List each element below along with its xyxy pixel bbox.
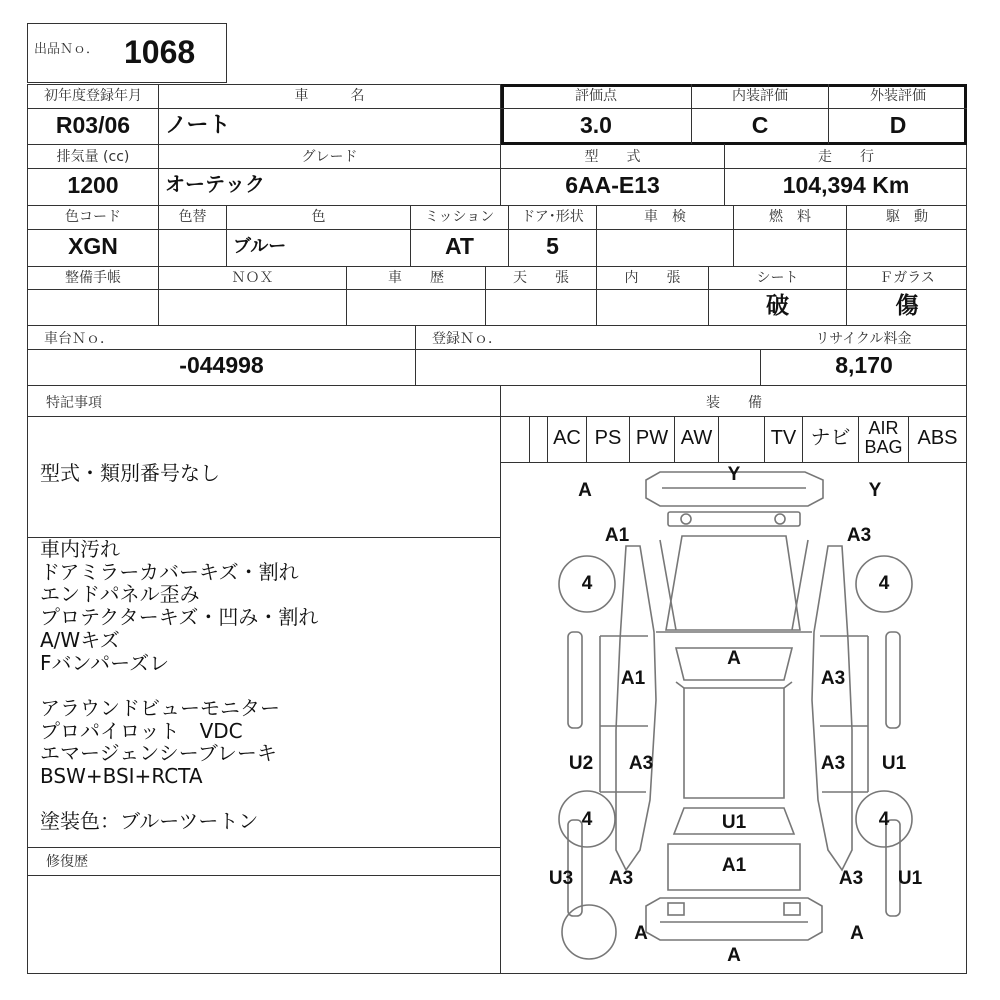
diagram-mark: 4: [581, 809, 593, 830]
notes-main: 車内汚れ ドアミラーカバーキズ・割れ エンドパネル歪み プロテクターキズ・凹み・割れ A/Wキズ Fバンパーズレ アラウンドビューモニター プロパイロット VDC エマージェンシーブレーキ BSW+BSI+RCTA 塗装色：ブルーツートン: [40, 537, 319, 834]
diagram-mark: U1: [721, 812, 747, 833]
diagram-mark: Y: [727, 464, 741, 485]
color-change-label: 色替: [178, 209, 207, 225]
diagram-mark: A: [634, 923, 648, 944]
interior-label: 内装評価: [732, 88, 788, 104]
interior-value: C: [751, 112, 769, 138]
diagram-mark: 4: [878, 573, 890, 594]
notes-header: 特記事項: [46, 395, 102, 411]
drive-label: 駆 動: [886, 209, 928, 225]
displacement-value: 1200: [67, 172, 119, 198]
diagram-mark: U1: [881, 753, 907, 774]
diagram-mark: 4: [878, 809, 890, 830]
maintenance-label: 整備手帳: [65, 270, 121, 286]
mileage-label: 走 行: [818, 149, 874, 165]
history-label: 車 歴: [388, 270, 444, 286]
chassis-label: 車台Ｎｏ．: [44, 331, 114, 347]
diagram-mark: Y: [868, 480, 882, 501]
diagram-mark: A1: [721, 855, 747, 876]
seat-value: 破: [766, 292, 789, 319]
diagram-mark: U1: [897, 868, 923, 889]
diagram-mark: A3: [628, 753, 654, 774]
grade-value: オーテック: [165, 174, 265, 196]
equipment-item: PW: [629, 416, 674, 462]
equipment-item: [718, 416, 764, 462]
diagram-mark: A: [727, 648, 741, 669]
f-glass-value: 傷: [895, 292, 919, 319]
color-label: 色: [311, 209, 326, 225]
door-label: ドア･形状: [521, 209, 584, 225]
diagram-mark: A3: [608, 868, 634, 889]
repair-history-header: 修復歴: [46, 854, 88, 870]
fuel-label: 燃 料: [769, 209, 811, 225]
equipment-item: TV: [764, 416, 802, 462]
door-value: 5: [546, 233, 559, 259]
inspection-label: 車 検: [644, 209, 686, 225]
nox-label: ＮＯＸ: [231, 270, 274, 286]
recycle-label: リサイクル料金: [815, 331, 912, 347]
color-value: ブルー: [233, 236, 287, 256]
equipment-header: 装 備: [706, 395, 762, 411]
lot-number-label: 出品Ｎｏ．: [34, 42, 100, 57]
diagram-mark: A3: [838, 868, 864, 889]
transmission-label: ミッション: [424, 209, 495, 225]
equipment-item: AIR BAG: [858, 416, 908, 462]
car-name-label: 車 名: [294, 88, 365, 104]
notes-top: 型式・類別番号なし: [40, 461, 220, 485]
registration-label: 登録Ｎｏ．: [432, 331, 502, 347]
diagram-mark: A: [578, 480, 592, 501]
diagram-mark: U2: [568, 753, 594, 774]
equipment-item: AC: [547, 416, 586, 462]
first-reg-label: 初年度登録年月: [44, 88, 142, 104]
diagram-mark: A3: [846, 525, 872, 546]
diagram-mark: A: [850, 923, 864, 944]
score-label: 評価点: [575, 88, 617, 104]
model-label: 型 式: [584, 149, 641, 165]
lot-number-value: 1068: [124, 34, 196, 70]
displacement-label: 排気量 (cc): [56, 149, 130, 165]
diagram-mark: A: [727, 945, 741, 966]
recycle-value: 8,170: [835, 352, 893, 378]
model-value: 6AA-E13: [565, 172, 660, 198]
equipment-item: [529, 416, 547, 462]
diagram-mark: U3: [548, 868, 574, 889]
grade-label: グレード: [301, 149, 358, 165]
chassis-value: -044998: [179, 352, 264, 378]
roof-label: 天 張: [513, 270, 569, 286]
diagram-mark: A1: [604, 525, 630, 546]
inner-lining-label: 内 張: [624, 270, 681, 286]
seat-label: シート: [756, 270, 799, 286]
first-reg-value: R03/06: [55, 112, 131, 138]
equipment-item: AW: [674, 416, 718, 462]
diagram-mark: A3: [820, 753, 846, 774]
color-code-value: XGN: [68, 233, 118, 259]
f-glass-label: Ｆガラス: [879, 270, 935, 286]
equipment-item: ナビ: [802, 416, 858, 462]
exterior-value: D: [889, 112, 907, 138]
car-name-value: ノート: [165, 112, 231, 137]
diagram-mark: 4: [581, 573, 593, 594]
diagram-mark: A1: [620, 668, 646, 689]
exterior-label: 外装評価: [870, 88, 926, 104]
transmission-value: AT: [445, 233, 474, 259]
mileage-value: 104,394 Km: [782, 172, 910, 198]
color-code-label: 色コード: [65, 209, 121, 225]
score-value: 3.0: [580, 112, 612, 138]
equipment-item: ABS: [908, 416, 966, 462]
equipment-item: PS: [586, 416, 629, 462]
diagram-mark: A3: [820, 668, 846, 689]
